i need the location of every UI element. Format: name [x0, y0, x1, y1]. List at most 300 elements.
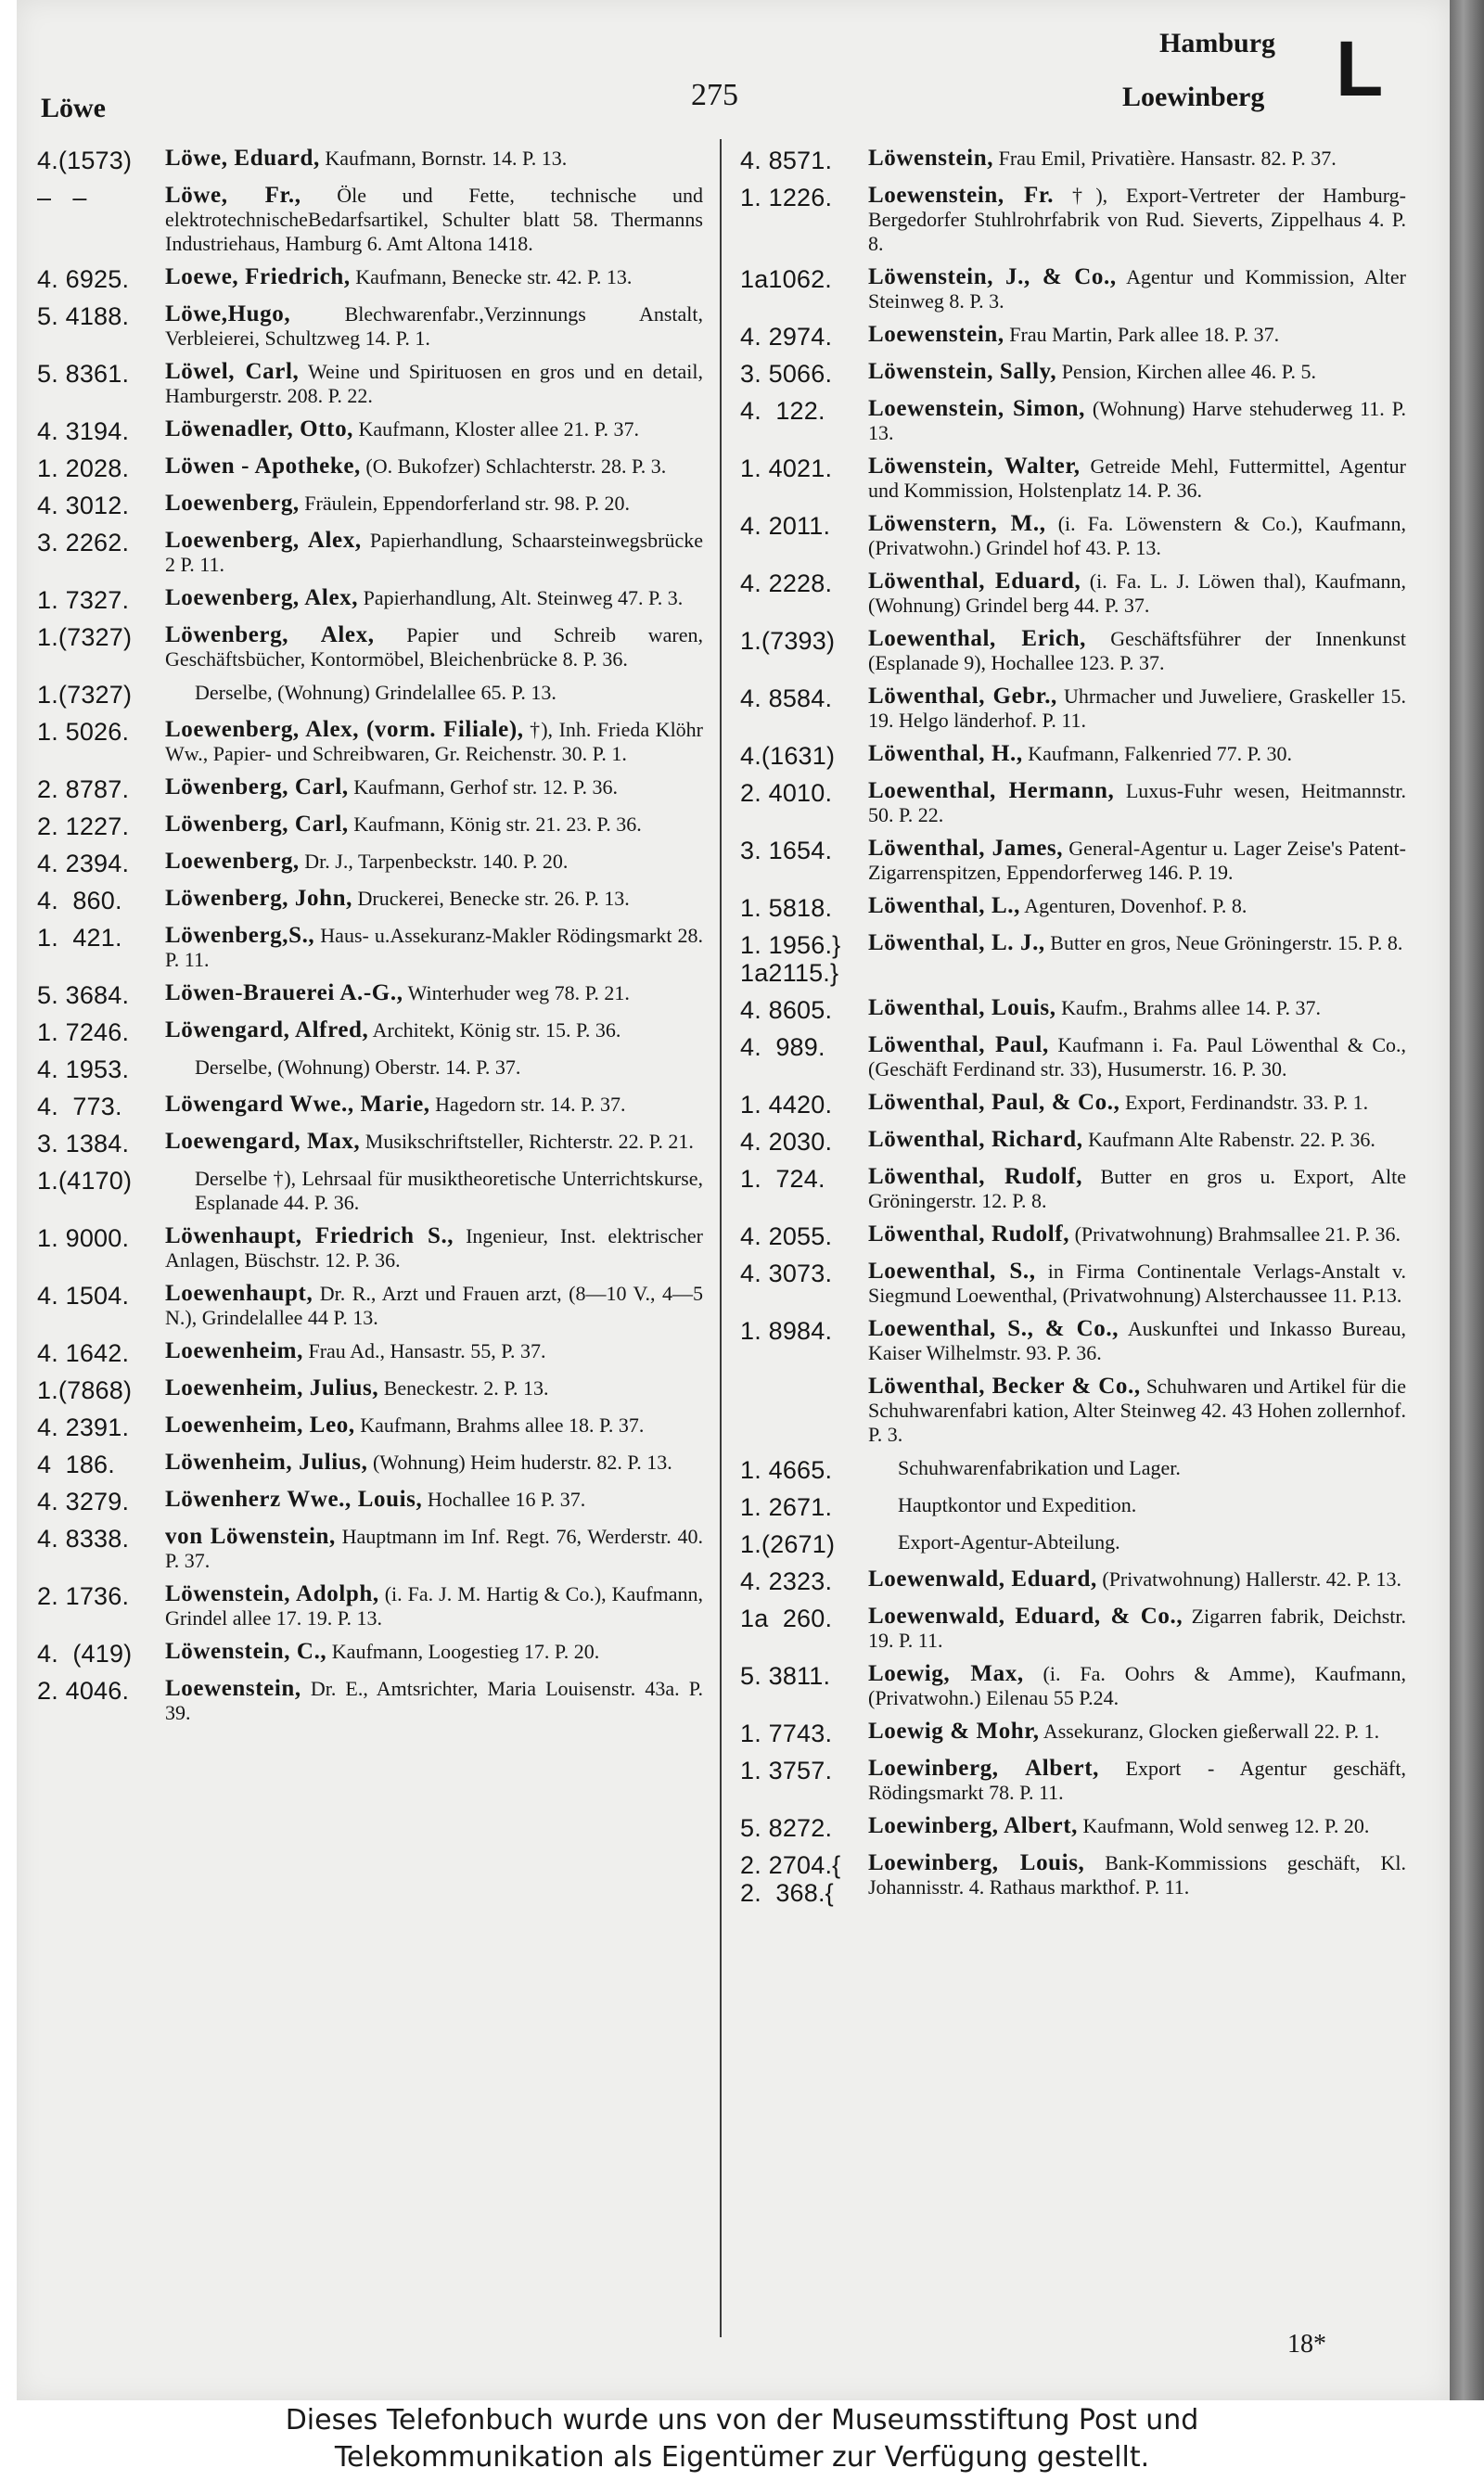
subscriber-details: Papierhandlung, Alt. Steinweg 47. P. 3. — [363, 586, 684, 609]
phone-number: 5. 3811. — [740, 1662, 831, 1690]
phone-number: 4. (419) — [37, 1640, 133, 1668]
subscriber-name: Löwe, Fr., — [165, 183, 301, 208]
entry-text — [868, 1814, 1406, 1838]
entry-text — [165, 1451, 703, 1475]
directory-entry — [37, 1640, 703, 1668]
subscriber-details: Assekuranz, Glocken gießerwall 22. P. 1. — [1043, 1720, 1380, 1743]
entry-text — [868, 1128, 1406, 1152]
phone-number: 1. 5026. — [37, 718, 130, 746]
subscriber-details: Export - Agentur geschäft, Rödingsmarkt 78. P. 11. — [868, 1757, 1406, 1804]
phone-number: 2. 1736. — [37, 1582, 130, 1610]
directory-entry — [37, 775, 703, 803]
subscriber-name: Löwenadler, Otto, — [165, 416, 354, 441]
phone-number: 1.(7327) — [37, 681, 133, 709]
subscriber-name: Löwenberg, Alex, — [165, 622, 375, 647]
subscriber-details: (Wohnung) Heim huderstr. 82. P. 13. — [372, 1451, 672, 1474]
entry-text — [165, 184, 703, 256]
entry-text — [868, 1662, 1406, 1710]
phone-number: 4. 3279. — [37, 1488, 130, 1515]
subscriber-details: Bank-Kommissions geschäft, Kl. Johannisstr. 4. Rathaus markthof. P. 11. — [868, 1851, 1407, 1899]
subscriber-name: Loewenheim, Julius, — [165, 1375, 379, 1400]
subscriber-name: Loewe, Friedrich, — [165, 264, 351, 289]
phone-number: 2. 2704.{ 2. 368.{ — [740, 1851, 841, 1907]
entry-text — [868, 996, 1406, 1020]
phone-number: 1.(4170) — [37, 1167, 133, 1195]
subscriber-details: Auskunftei und Inkasso Bureau, Kaiser Wilhelmstr. 93. P. 36. — [868, 1317, 1407, 1364]
entry-text — [868, 1033, 1406, 1081]
subscriber-name: Loewig & Mohr, — [868, 1719, 1040, 1744]
column-divider — [720, 139, 722, 2337]
subscriber-name: Löwenthal, L. J., — [868, 930, 1045, 955]
subscriber-name: Loewinberg, Louis, — [868, 1850, 1085, 1875]
subscriber-name: Löwenthal, Richard, — [868, 1127, 1083, 1152]
subscriber-details: Butter en gros, Neue Gröningerstr. 15. P. 8. — [1050, 931, 1403, 954]
subscriber-details: Kaufmann, Brahms allee 18. P. 37. — [360, 1413, 645, 1437]
running-head-left: Löwe — [41, 93, 106, 123]
directory-entry — [37, 1451, 703, 1478]
directory-entry — [37, 529, 703, 577]
subscriber-details: Derselbe, (Wohnung) Oberstr. 14. P. 37. — [195, 1055, 521, 1079]
entry-text — [868, 894, 1406, 918]
subscriber-name: Löwengard Wwe., Marie, — [165, 1092, 430, 1117]
directory-entry — [740, 1091, 1406, 1119]
entry-text — [868, 837, 1406, 885]
phone-number: 2. 8787. — [37, 775, 130, 803]
phone-number: 1. 1226. — [740, 184, 833, 211]
subscriber-name: Löwenberg, John, — [165, 886, 352, 911]
entry-text — [868, 360, 1406, 384]
subscriber-details: General-Agentur u. Lager Zeise's Patent-Zigarrenspitzen, Eppendorferweg 146. P. 19. — [868, 837, 1406, 884]
entry-text — [868, 1165, 1406, 1213]
subscriber-details: (Wohnung) Harve stehuderweg 11. P. 13. — [868, 397, 1407, 444]
phone-number: 2. 1227. — [37, 812, 130, 840]
phone-number: 4. 3012. — [37, 492, 130, 519]
subscriber-name: Löwenthal, Paul, & Co., — [868, 1090, 1120, 1115]
subscriber-name: Löwenberg, Carl, — [165, 774, 349, 799]
entry-text — [868, 147, 1406, 171]
entry-text — [165, 812, 703, 837]
subscriber-name: Löwengard, Alfred, — [165, 1017, 369, 1042]
directory-entry — [37, 1282, 703, 1330]
directory-entry — [37, 492, 703, 519]
subscriber-details: Schuhwarenfabrikation und Lager. — [898, 1456, 1181, 1479]
entry-text — [868, 1456, 1406, 1480]
directory-entry — [740, 323, 1406, 351]
entry-text — [868, 1567, 1406, 1592]
directory-entry — [740, 1662, 1406, 1710]
subscriber-name: Loewenthal, Hermann, — [868, 778, 1115, 803]
subscriber-details: Kaufmann, Gerhof str. 12. P. 36. — [353, 775, 619, 799]
page-number: 275 — [691, 78, 738, 112]
directory-entry — [740, 569, 1406, 618]
subscriber-details: Winterhuder weg 78. P. 21. — [407, 981, 630, 1004]
subscriber-name: Loewenstein, — [165, 1676, 301, 1701]
entry-text — [868, 627, 1406, 675]
subscriber-name: Loewengard, Max, — [165, 1129, 361, 1154]
entry-text — [868, 1720, 1406, 1744]
phone-number: 1. 7246. — [37, 1018, 130, 1046]
subscriber-details: Dr. J., Tarpenbeckstr. 140. P. 20. — [304, 850, 569, 873]
directory-entry — [37, 681, 703, 709]
entry-text — [165, 1582, 703, 1631]
subscriber-details: Fräulein, Eppendorferland str. 98. P. 20. — [304, 492, 631, 515]
directory-entry — [37, 1488, 703, 1515]
subscriber-name: Löwenthal, Eduard, — [868, 569, 1081, 594]
phone-number: 1. 4021. — [740, 454, 833, 482]
phone-number: 4 186. — [37, 1451, 115, 1478]
entry-text — [165, 718, 703, 766]
phone-number: 4. 6925. — [37, 265, 130, 293]
entry-text — [165, 1093, 703, 1117]
subscriber-details: Kaufmann, König str. 21. 23. P. 36. — [353, 812, 642, 836]
subscriber-name: Loewenberg, Alex, — [165, 528, 362, 553]
entry-text — [868, 1317, 1406, 1365]
phone-number: 4. 3194. — [37, 417, 130, 445]
directory-entry — [740, 1567, 1406, 1595]
subscriber-details: Export, Ferdinandstr. 33. P. 1. — [1124, 1091, 1369, 1114]
subscriber-details: (i. Fa. L. J. Löwen thal), Kaufmann, (Wohnung) Grindel berg 44. P. 37. — [868, 569, 1407, 617]
subscriber-details: Luxus-Fuhr wesen, Heitmannstr. 50. P. 22. — [868, 779, 1406, 826]
subscriber-name: Loewinberg, Albert, — [868, 1756, 1099, 1781]
entry-text — [165, 850, 703, 874]
entry-text — [165, 454, 703, 479]
directory-entry — [740, 996, 1406, 1024]
phone-number: 5. 4188. — [37, 302, 130, 330]
phone-number: 4. 2030. — [740, 1128, 833, 1156]
entry-text — [868, 779, 1406, 827]
phone-number: 4. 2323. — [740, 1567, 833, 1595]
phone-number: 4. 2055. — [740, 1222, 833, 1250]
subscriber-name: Löwenthal, Rudolf, — [868, 1164, 1083, 1189]
directory-entry — [740, 1456, 1406, 1484]
phone-number: 4. 8584. — [740, 684, 833, 712]
phone-number: 3. 5066. — [740, 360, 833, 388]
entry-text — [165, 1130, 703, 1154]
directory-entry — [740, 684, 1406, 733]
subscriber-details: Weine und Spirituosen en gros und en detail, Hamburgerstr. 208. P. 22. — [165, 360, 703, 407]
subscriber-details: Butter en gros u. Export, Alte Gröningerstr. 12. P. 8. — [868, 1165, 1406, 1212]
phone-number: 4. 8571. — [740, 147, 833, 174]
directory-entry — [740, 1317, 1406, 1365]
phone-number: 4.(1573) — [37, 147, 133, 174]
phone-number: 1. 8984. — [740, 1317, 833, 1345]
entry-text — [868, 1530, 1406, 1554]
signature-mark: 18* — [1287, 2330, 1326, 2359]
subscriber-details: Musikschriftsteller, Richterstr. 22. P. 21. — [365, 1130, 694, 1153]
entry-text — [165, 1488, 703, 1512]
phone-number: 1a1062. — [740, 265, 832, 293]
subscriber-details: †), Inh. Frieda Klöhr Ww., Papier- und Schreibwaren, Gr. Reichenstr. 30. P. 1. — [165, 718, 704, 765]
subscriber-details: (i. Fa. Löwenstern & Co.), Kaufmann, (Privatwohn.) Grindel hof 43. P. 13. — [868, 512, 1407, 559]
subscriber-details: Dr. E., Amtsrichter, Maria Louisenstr. 43a. P. 39. — [165, 1677, 703, 1724]
entry-text — [165, 1677, 703, 1725]
directory-entry — [37, 1339, 703, 1367]
phone-number: 4. 2011. — [740, 512, 831, 540]
entry-text — [868, 569, 1406, 618]
entry-text — [165, 1525, 703, 1573]
directory-entry — [37, 586, 703, 614]
phone-number: 4. 2391. — [37, 1413, 130, 1441]
entry-text — [868, 1851, 1406, 1899]
entry-text — [868, 1757, 1406, 1805]
subscriber-details: Haus- u.Assekuranz-Makler Rödingsmarkt 28. P. 11. — [165, 924, 703, 971]
entry-text — [165, 1055, 703, 1080]
phone-number: – – — [37, 184, 87, 211]
subscriber-details: Hagedorn str. 14. P. 37. — [435, 1093, 626, 1116]
directory-entry — [37, 981, 703, 1009]
directory-entry — [740, 1493, 1406, 1521]
entry-text — [868, 1375, 1406, 1447]
directory-entry — [37, 417, 703, 445]
entry-text — [868, 265, 1406, 313]
entry-text — [868, 1260, 1406, 1308]
directory-entry — [740, 1851, 1406, 1907]
subscriber-name: Löwenstein, C., — [165, 1639, 327, 1664]
directory-entry — [740, 454, 1406, 503]
directory-entry — [37, 184, 703, 256]
subscriber-name: Löwen - Apotheke, — [165, 454, 361, 479]
subscriber-name: Löwenthal, L., — [868, 893, 1020, 918]
directory-entry — [37, 718, 703, 766]
subscriber-details: Blechwarenfabr.,Verzinnungs Anstalt, Verbleierei, Schultzweg 14. P. 1. — [165, 302, 704, 350]
phone-number: 1. 4420. — [740, 1091, 833, 1119]
subscriber-details: Öle und Fette, technische und elektrotechnischeBedarfsartikel, Schulter blatt 58. Thermanns Industriehaus, Hamburg 6. Amt Altona 1418. — [165, 184, 703, 255]
phone-number: 4. 989. — [740, 1033, 825, 1061]
phone-number: 3. 1384. — [37, 1130, 130, 1157]
entry-text — [165, 924, 703, 972]
entry-text — [165, 1282, 703, 1330]
phone-number: 4. 1642. — [37, 1339, 130, 1367]
directory-entry — [740, 1033, 1406, 1081]
directory-entry — [37, 887, 703, 914]
directory-entry — [37, 850, 703, 877]
subscriber-details: †), Export-Vertreter der Hamburg-Bergedorfer Stuhlrohrfabrik von Rud. Sieverts, Zippelhaus 4. P. 8. — [868, 184, 1406, 255]
right-column — [740, 147, 1406, 1916]
entry-text — [868, 1091, 1406, 1115]
directory-entry — [740, 1530, 1406, 1558]
subscriber-details: Schuhwaren und Artikel für die Schuhwarenfabri kation, Alter Steinweg 42. 43 Hohen zollernhof. P. 3. — [868, 1375, 1407, 1446]
subscriber-name: Loewenthal, Erich, — [868, 626, 1086, 651]
phone-number: 4. 8605. — [740, 996, 833, 1024]
subscriber-details: Derselbe, (Wohnung) Grindelallee 65. P. 13. — [195, 681, 556, 704]
subscriber-name: Löwenstein, Adolph, — [165, 1581, 379, 1606]
subscriber-name: Löwel, Carl, — [165, 359, 300, 384]
notice-bar — [0, 2400, 1484, 2481]
phone-number: 1. 9000. — [37, 1224, 130, 1252]
directory-entry — [37, 1018, 703, 1046]
directory-entry — [37, 1525, 703, 1573]
page-edge-shadow — [1450, 0, 1484, 2400]
subscriber-name: Löwenthal, James, — [868, 836, 1064, 861]
subscriber-name: von Löwenstein, — [165, 1524, 336, 1549]
subscriber-details: (O. Bukofzer) Schlachterstr. 28. P. 3. — [365, 454, 667, 478]
phone-number: 2. 4010. — [740, 779, 833, 807]
subscriber-details: (i. Fa. Oohrs & Amme), Kaufmann, (Privatwohn.) Eilenau 55 P.24. — [868, 1662, 1407, 1709]
subscriber-name: Löwe,Hugo, — [165, 301, 291, 326]
phone-number: 4. 860. — [37, 887, 122, 914]
subscriber-details: Zigarren fabrik, Deichstr. 19. P. 11. — [868, 1605, 1407, 1652]
subscriber-name: Löwenthal, Louis, — [868, 995, 1056, 1020]
phone-number: 1. 1956.} 1a2115.} — [740, 931, 841, 987]
subscriber-details: Derselbe †), Lehrsaal für musiktheoretische Unterrichtskurse, Esplanade 44. P. 36. — [195, 1167, 703, 1214]
phone-number: 1. 7327. — [37, 586, 130, 614]
directory-entry — [740, 147, 1406, 174]
entry-text — [165, 1018, 703, 1042]
subscriber-details: Agenturen, Dovenhof. P. 8. — [1024, 894, 1247, 917]
directory-entry — [740, 1720, 1406, 1747]
subscriber-details: Druckerei, Benecke str. 26. P. 13. — [357, 887, 630, 910]
subscriber-details: Hauptmann im Inf. Regt. 76, Werderstr. 40. P. 37. — [165, 1525, 703, 1572]
subscriber-name: Löwenstein, J., & Co., — [868, 264, 1117, 289]
subscriber-details: Dr. R., Arzt und Frauen arzt, (8—10 V., 4—5 N.), Grindelallee 44 P. 13. — [165, 1282, 704, 1329]
entry-text — [165, 1413, 703, 1438]
subscriber-name: Loewenberg, Alex, (vorm. Filiale), — [165, 717, 524, 742]
directory-entry — [37, 1130, 703, 1157]
directory-entry — [740, 627, 1406, 675]
subscriber-name: Löwenstein, Sally, — [868, 359, 1057, 384]
subscriber-details: Kaufmann i. Fa. Paul Löwenthal & Co., (Geschäft Ferdinand str. 33), Husumerstr. 16. P. 30. — [868, 1033, 1407, 1081]
phone-number: 4. 8338. — [37, 1525, 130, 1553]
phone-number: 1.(7393) — [740, 627, 836, 655]
phone-number: 4. 1504. — [37, 1282, 130, 1310]
subscriber-details: Ingenieur, Inst. elektrischer Anlagen, Büschstr. 12. P. 36. — [165, 1224, 703, 1272]
subscriber-name: Loewenberg, Alex, — [165, 585, 359, 610]
entry-text — [165, 360, 703, 408]
entry-text — [165, 492, 703, 516]
entry-text — [165, 1167, 703, 1215]
subscriber-name: Löwenheim, Julius, — [165, 1450, 368, 1475]
entry-text — [868, 323, 1406, 347]
directory-entry — [740, 742, 1406, 770]
directory-entry — [37, 1677, 703, 1725]
phone-number: 1. 5818. — [740, 894, 833, 922]
subscriber-name: Löwe, Eduard, — [165, 146, 320, 171]
directory-entry — [37, 812, 703, 840]
directory-entry — [37, 924, 703, 972]
directory-entry — [740, 1260, 1406, 1308]
subscriber-details: Papier und Schreib waren, Geschäftsbücher, Kontormöbel, Bleichenbrücke 8. P. 36. — [165, 623, 703, 671]
subscriber-name: Loewenthal, S., — [868, 1259, 1036, 1284]
phone-number: 1a 260. — [740, 1605, 833, 1632]
entry-text — [868, 397, 1406, 445]
subscriber-details: Agentur und Kommission, Alter Steinweg 8. P. 3. — [868, 265, 1406, 313]
subscriber-name: Loewenhaupt, — [165, 1281, 313, 1306]
subscriber-name: Loewenwald, Eduard, — [868, 1567, 1097, 1592]
notice-line-1: Dieses Telefonbuch wurde uns von der Museumsstiftung Post und — [285, 2404, 1199, 2436]
entry-text — [165, 302, 703, 351]
directory-entry — [740, 779, 1406, 827]
subscriber-name: Loewig, Max, — [868, 1661, 1024, 1686]
subscriber-details: Kaufm., Brahms allee 14. P. 37. — [1061, 996, 1321, 1019]
phone-number: 5. 8361. — [37, 360, 130, 388]
subscriber-details: Kaufmann, Bornstr. 14. P. 13. — [325, 147, 568, 170]
phone-number: 4. 2228. — [740, 569, 833, 597]
phone-number: 1. 3757. — [740, 1757, 833, 1784]
directory-entry — [740, 1814, 1406, 1842]
subscriber-name: Loewenstein, Simon, — [868, 396, 1085, 421]
subscriber-name: Löwenthal, Gebr., — [868, 684, 1057, 709]
directory-entry — [37, 147, 703, 174]
entry-text — [165, 623, 703, 671]
directory-entry — [740, 397, 1406, 445]
subscriber-details: Export-Agentur-Abteilung. — [898, 1530, 1120, 1554]
directory-entry — [37, 1413, 703, 1441]
entry-text — [165, 775, 703, 799]
subscriber-details: Hochallee 16 P. 37. — [427, 1488, 586, 1511]
directory-entry — [740, 1605, 1406, 1653]
phone-number: 3. 1654. — [740, 837, 833, 864]
directory-entry — [740, 1757, 1406, 1805]
subscriber-details: Frau Ad., Hansastr. 55, P. 37. — [308, 1339, 546, 1362]
directory-entry — [740, 1165, 1406, 1213]
directory-entry — [740, 1128, 1406, 1156]
entry-text — [868, 1222, 1406, 1247]
directory-entry — [740, 512, 1406, 560]
directory-entry — [37, 1376, 703, 1404]
subscriber-details: in Firma Continentale Verlags-Anstalt v. Siegmund Loewenthal, (Privatwohnung) Alsterchaussee 11. P.13. — [868, 1260, 1407, 1307]
entry-text — [868, 742, 1406, 766]
subscriber-details: Kaufmann, Benecke str. 42. P. 13. — [355, 265, 633, 288]
subscriber-name: Löwenthal, Becker & Co., — [868, 1374, 1141, 1399]
phone-number: 1. 2671. — [740, 1493, 833, 1521]
subscriber-details: Pension, Kirchen allee 46. P. 5. — [1061, 360, 1317, 383]
phone-number: 4. 122. — [740, 397, 825, 425]
entry-text — [868, 512, 1406, 560]
subscriber-details: Getreide Mehl, Futtermittel, Agentur und Kommission, Holstenplatz 14. P. 36. — [868, 454, 1406, 502]
subscriber-details: Frau Martin, Park allee 18. P. 37. — [1009, 323, 1280, 346]
directory-entry — [37, 1582, 703, 1631]
phone-number: 1.(7868) — [37, 1376, 133, 1404]
phone-number: 1. 4665. — [740, 1456, 833, 1484]
directory-entry — [37, 623, 703, 671]
subscriber-details: Kaufmann, Wold senweg 12. P. 20. — [1082, 1814, 1370, 1837]
phone-number: 4. 2394. — [37, 850, 130, 877]
phone-number: 1. 421. — [37, 924, 122, 952]
subscriber-name: Loewenberg, — [165, 491, 300, 516]
notice-line-2: Telekommunikation als Eigentümer zur Verfügung gestellt. — [334, 2441, 1150, 2474]
subscriber-name: Loewenheim, — [165, 1338, 303, 1363]
running-head-city: Hamburg — [1159, 28, 1276, 58]
phone-number: 1. 2028. — [37, 454, 130, 482]
entry-text — [868, 454, 1406, 503]
subscriber-name: Löwenthal, Rudolf, — [868, 1221, 1070, 1247]
section-letter: L — [1336, 25, 1384, 112]
phone-number: 5. 3684. — [37, 981, 130, 1009]
directory-entry — [37, 454, 703, 482]
subscriber-details: Kaufmann, Loogestieg 17. P. 20. — [331, 1640, 600, 1663]
entry-text — [165, 586, 703, 610]
subscriber-name: Loewenstein, — [868, 322, 1004, 347]
subscriber-name: Löwenstern, M., — [868, 511, 1046, 536]
subscriber-name: Löwenthal, Paul, — [868, 1032, 1049, 1057]
subscriber-name: Loewenheim, Leo, — [165, 1413, 355, 1438]
directory-entry — [37, 265, 703, 293]
subscriber-details: Frau Emil, Privatière. Hansastr. 82. P. 37. — [998, 147, 1337, 170]
phone-number: 1. 724. — [740, 1165, 825, 1193]
subscriber-name: Löwenberg, Carl, — [165, 812, 349, 837]
subscriber-name: Loewenberg, — [165, 849, 300, 874]
entry-text — [165, 1640, 703, 1664]
phone-number: 4. 3073. — [740, 1260, 833, 1287]
entry-text — [165, 265, 703, 289]
entry-text — [165, 887, 703, 911]
directory-entry — [740, 360, 1406, 388]
subscriber-details: Uhrmacher und Juweliere, Graskeller 15. 19. Helgo länderhof. P. 11. — [868, 684, 1406, 732]
subscriber-details: Hauptkontor und Expedition. — [898, 1493, 1137, 1516]
directory-entry — [740, 265, 1406, 313]
phone-number: 5. 8272. — [740, 1814, 833, 1842]
left-column — [37, 147, 703, 1734]
